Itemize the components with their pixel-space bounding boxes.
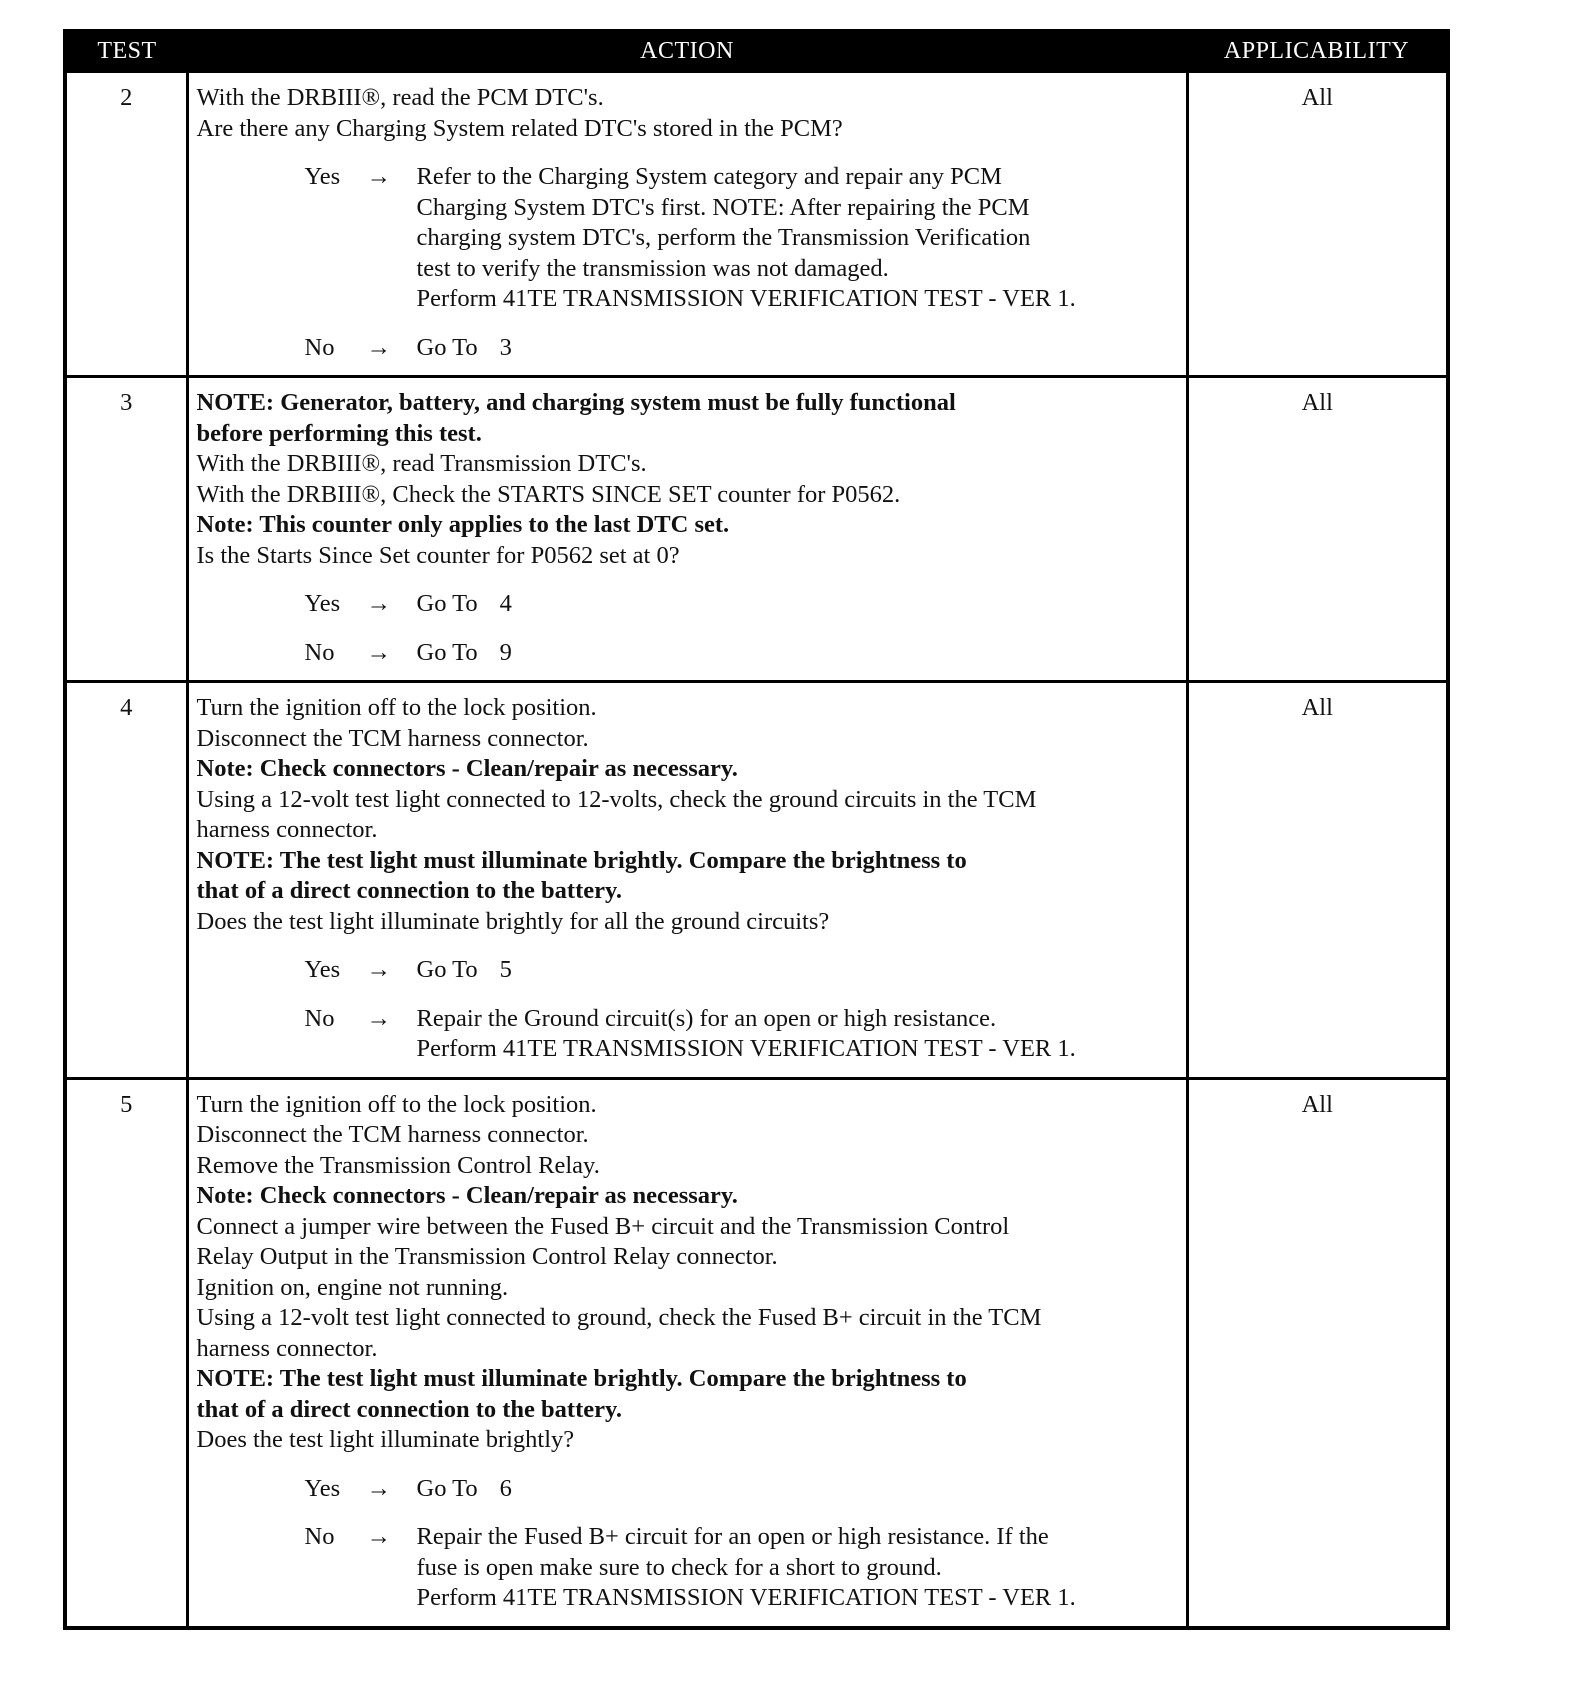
result-line: fuse is open make sure to check for a short to ground. [416, 1553, 942, 1581]
table-row [65, 377, 1448, 682]
result-line: Perform 41TE TRANSMISSION VERIFICATION TEST - VER 1. [416, 1035, 1076, 1062]
instruction-line: Disconnect the TCM harness connector. [196, 724, 589, 752]
note-line: Note: This counter only applies to the last DTC set. [196, 511, 730, 538]
arrow-icon: → [366, 333, 391, 361]
no-answer [305, 1522, 1178, 1614]
instruction-line: Using a 12-volt test light connected to 12-volts, check the ground circuits in the TCM [196, 785, 1037, 813]
instruction-line: Does the test light illuminate brightly for all the ground circuits? [196, 907, 830, 935]
instruction-line: Turn the ignition off to the lock position. [196, 1090, 597, 1118]
no-label: No [304, 333, 335, 361]
yes-answer [305, 589, 1178, 620]
result-line: Refer to the Charging System category and repair any PCM [416, 163, 1002, 190]
result-line: Repair the Ground circuit(s) for an open or high resistance. [416, 1004, 997, 1032]
yes-result [417, 1474, 1178, 1505]
applicability-value: All [1187, 377, 1448, 682]
arrow-icon: → [366, 1523, 391, 1550]
note-line: NOTE: The test light must illuminate brightly. Compare the brightness to [196, 1365, 967, 1392]
yes-result [417, 162, 1178, 315]
instruction-line: With the DRBIII®, read Transmission DTC's. [196, 450, 647, 477]
arrow-icon: → [366, 1004, 391, 1032]
yes-answer [305, 1474, 1178, 1505]
note-line: Note: Check connectors - Clean/repair as necessary. [196, 1182, 738, 1209]
no-result [417, 1004, 1178, 1065]
instruction-line: With the DRBIII®, read the PCM DTC's. [196, 84, 604, 111]
result-line: charging system DTC's, perform the Transmission Verification [416, 224, 1031, 251]
note-line: that of a direct connection to the battery. [196, 877, 622, 904]
instruction-line: Are there any Charging System related DTC's stored in the PCM? [196, 114, 843, 142]
arrow-icon: → [366, 638, 391, 666]
goto-step-number: 3 [499, 333, 512, 361]
result-line: test to verify the transmission was not damaged. [416, 254, 889, 282]
instruction-line: harness connector. [196, 816, 378, 843]
note-line: NOTE: Generator, battery, and charging system must be fully functional [196, 389, 956, 416]
result-line: Perform 41TE TRANSMISSION VERIFICATION TEST - VER 1. [416, 285, 1076, 312]
arrow-icon: → [366, 1474, 391, 1502]
goto-step-number: 6 [499, 1474, 512, 1502]
result-line: Perform 41TE TRANSMISSION VERIFICATION TEST - VER 1. [416, 1584, 1076, 1611]
result-line: Repair the Fused B+ circuit for an open or high resistance. If the [416, 1523, 1049, 1550]
yes-label: Yes [304, 590, 341, 617]
instruction-line: Disconnect the TCM harness connector. [196, 1121, 589, 1148]
header-row [65, 31, 1448, 72]
result-line: Charging System DTC's first. NOTE: After repairing the PCM [416, 193, 1030, 221]
instruction-line: Using a 12-volt test light connected to ground, check the Fused B+ circuit in the TCM [196, 1304, 1042, 1331]
table-header [65, 31, 1448, 72]
header-applicability: APPLICABILITY [1187, 31, 1448, 72]
goto-step-number: 5 [499, 956, 512, 983]
yes-answer [305, 955, 1178, 986]
instruction-line: Connect a jumper wire between the Fused B+ circuit and the Transmission Control [196, 1212, 1010, 1240]
test-number: 5 [65, 1078, 187, 1628]
instruction-line: harness connector. [196, 1334, 378, 1362]
instruction-line: Is the Starts Since Set counter for P0562 set at 0? [196, 541, 680, 569]
instruction-line: Relay Output in the Transmission Control Relay connector. [196, 1243, 778, 1270]
yes-answer [305, 162, 1178, 315]
applicability-value: All [1187, 1078, 1448, 1628]
instruction-line: Turn the ignition off to the lock position. [196, 694, 597, 721]
header-test: TEST [65, 31, 187, 72]
diagnostic-page [63, 29, 1446, 1630]
instruction-line: Ignition on, engine not running. [196, 1273, 509, 1301]
no-result [417, 638, 1178, 669]
note-line: Note: Check connectors - Clean/repair as necessary. [196, 755, 738, 782]
no-label: No [304, 1523, 335, 1550]
instruction-line: With the DRBIII®, Check the STARTS SINCE SET counter for P0562. [196, 480, 901, 508]
test-number: 4 [65, 682, 187, 1079]
goto-label: Go To [416, 638, 478, 666]
table-row [65, 1078, 1448, 1628]
yes-label: Yes [304, 1474, 341, 1502]
no-result [417, 1522, 1178, 1614]
action-cell [187, 1078, 1187, 1628]
no-answer [305, 333, 1178, 364]
no-label: No [304, 638, 335, 666]
action-cell [187, 72, 1187, 377]
diagnostic-test-table [63, 29, 1450, 1630]
test-number: 3 [65, 377, 187, 682]
table-row [65, 72, 1448, 377]
arrow-icon: → [366, 956, 391, 983]
yes-label: Yes [304, 163, 341, 190]
test-number: 2 [65, 72, 187, 377]
instruction-line: Remove the Transmission Control Relay. [196, 1151, 600, 1179]
note-line: that of a direct connection to the battery. [196, 1395, 622, 1423]
instruction-line: Does the test light illuminate brightly? [196, 1426, 575, 1453]
action-cell [187, 377, 1187, 682]
goto-label: Go To [416, 956, 478, 983]
action-cell [187, 682, 1187, 1079]
applicability-value: All [1187, 682, 1448, 1079]
table-body [65, 72, 1448, 1628]
yes-label: Yes [304, 956, 341, 983]
applicability-value: All [1187, 72, 1448, 377]
note-line: NOTE: The test light must illuminate brightly. Compare the brightness to [196, 846, 967, 874]
goto-step-number: 9 [499, 638, 512, 666]
no-result [417, 333, 1178, 364]
yes-result [417, 955, 1178, 986]
table-row [65, 682, 1448, 1079]
no-label: No [304, 1004, 335, 1032]
no-answer [305, 638, 1178, 669]
goto-label: Go To [416, 1474, 478, 1502]
yes-result [417, 589, 1178, 620]
arrow-icon: → [366, 590, 391, 617]
no-answer [305, 1004, 1178, 1065]
goto-label: Go To [416, 590, 478, 617]
goto-label: Go To [416, 333, 478, 361]
header-action: ACTION [187, 31, 1187, 72]
goto-step-number: 4 [499, 590, 512, 617]
note-line: before performing this test. [196, 419, 482, 447]
arrow-icon: → [366, 163, 391, 190]
